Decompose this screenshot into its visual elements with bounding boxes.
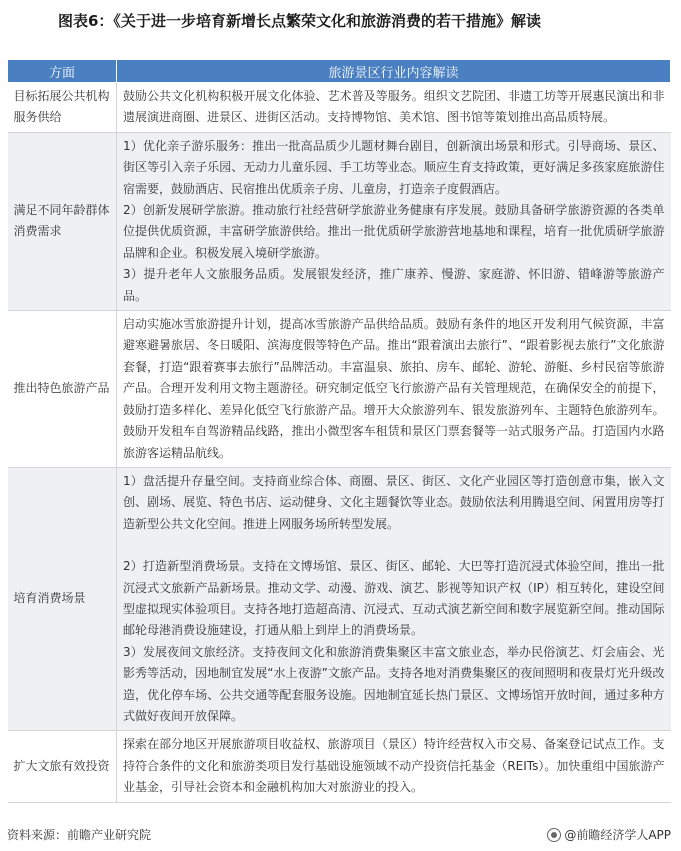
content-paragraph: 1）盘活提升存量空间。支持商业综合体、商圈、景区、街区、文化产业园区等打造创意市集，嵌入文创、剧场、展览、特色书店、运动健身、文化主题餐饮等业态。鼓励依法利用腾退空间、闲置用房等打造新型公共文化空间。推进上网服务场所转型发展。 [123,473,665,531]
credit [547,826,671,843]
content-paragraph: 3）提升老年人文旅服务品质。发展银发经济，推广康养、慢游、家庭游、怀旧游、错峰游等旅游产品。 [123,267,665,303]
header-content: 旅游景区行业内容解读 [117,60,671,83]
credit-text: @前瞻经济学人APP [564,828,671,842]
circle-logo-icon [547,828,561,842]
row-content [117,132,671,310]
content-paragraph: 1）优化亲子游乐服务：推出一批高品质少儿题材舞台剧目，创新演出场景和形式。引导商场、景区、街区等引入亲子乐园、无动力儿童乐园、手工坊等业态。顺应生育支持政策，更好满足多孩家庭旅游住宿需要，鼓励酒店、民宿推出优质亲子房、儿童房，打造亲子度假酒店。 [123,138,665,196]
content-paragraph: 鼓励公共文化机构积极开展文化体验、艺术普及等服务。组织文艺院团、非遗工坊等开展惠民演出和非遗展演进商圈、进景区、进街区活动。支持博物馆、美术馆、图书馆等策划推出高品质特展。 [123,89,665,125]
row-content [117,83,671,133]
row-aspect: 满足不同年龄群体消费需求 [8,132,117,310]
content-paragraph: 启动实施冰雪旅游提升计划，提高冰雪旅游产品供给品质。鼓励有条件的地区开发利用气候资源，丰富避寒避暑旅居、冬日暖阳、滨海度假等特色产品。推出“跟着演出去旅行”、“跟着影视去旅行”文化旅游套餐，打造“跟着赛事去旅行”品牌活动。丰富温泉、旅拍、房车、邮轮、游轮、游艇、乡村民宿等旅游产品。合理开发利用文物主题游径。研究制定低空飞行旅游产品有关管理规范，在确保安全的前提下，鼓励打造多样化、差异化低空飞行旅游产品。增开大众旅游列车、银发旅游列车、主题特色旅游列车。鼓励开发租车自驾游精品线路，推出小微型客车租赁和景区门票套餐等一站式服务产品。打造国内水路旅游客运精品航线。 [123,317,665,460]
table-header-row [8,60,671,83]
table-row [8,83,671,133]
row-content [117,467,671,730]
page-title: 图表6：《关于进一步培育新增长点繁荣文化和旅游消费的若干措施》解读 [58,12,541,30]
row-aspect: 目标拓展公共机构服务供给 [8,83,117,133]
content-paragraph: 2）打造新型消费场景。支持在文博场馆、景区、街区、邮轮、大巴等打造沉浸式体验空间，推出一批沉浸式文旅新产品新场景。推动文学、动漫、游戏、演艺、影视等知识产权（IP）相互转化，建设空间型虚拟现实体验项目。支持各地打造超高清、沉浸式、互动式演艺新空间和数字展览新空间。推动国际邮轮母港消费设施建设，打通从船上到岸上的消费场景。 [123,559,665,638]
content-paragraph: 3）发展夜间文旅经济。支持夜间文化和旅游消费集聚区丰富文旅业态，举办民俗演艺、灯会庙会、光影秀等活动，因地制宜发展“水上夜游”文旅产品。支持各地对消费集聚区的夜间照明和夜景灯光升级改造，优化停车场、公共交通等配套服务设施。因地制宜延长热门景区、文博场馆开放时间，通过多种方式做好夜间开放保障。 [123,644,665,723]
table-row [8,467,671,730]
row-aspect: 推出特色旅游产品 [8,311,117,468]
header-aspect: 方面 [8,60,117,83]
row-content [117,731,671,802]
source-note: 资料来源：前瞻产业研究院 [7,828,152,842]
content-paragraph: 2）创新发展研学旅游。推动旅行社经营研学旅游业务健康有序发展。鼓励具备研学旅游资源的各类单位提供优质资源，丰富研学旅游供给。推出一批优质研学旅游营地基地和课程，培育一批优质研学旅游品牌和企业。积极发展入境研学旅游。 [123,203,665,260]
row-content [117,311,671,468]
policy-table [7,59,671,803]
table-row [8,311,671,468]
table-row [8,731,671,802]
row-aspect: 培育消费场景 [8,467,117,730]
table-row [8,132,671,310]
content-paragraph: 探索在部分地区开展旅游项目收益权、旅游项目（景区）特许经营权入市交易、备案登记试点工作。支持符合条件的文化和旅游类项目发行基础设施领域不动产投资信托基金（REITs）。加快重组中国旅游产业基金，引导社会资本和金融机构加大对旅游业的投入。 [123,737,665,795]
row-aspect: 扩大文旅有效投资 [8,731,117,802]
